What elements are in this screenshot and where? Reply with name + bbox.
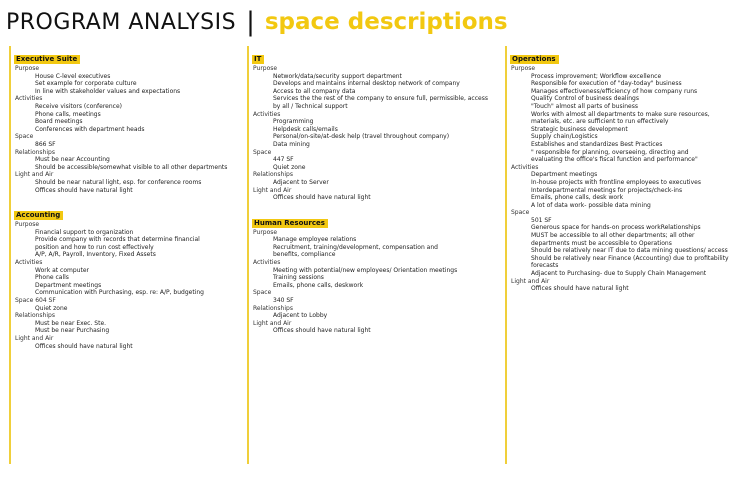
page-header xyxy=(6,5,508,39)
description-item: Programming xyxy=(273,118,314,126)
description-item: Should be near natural light, esp. for conference rooms xyxy=(35,178,202,186)
description-item: Quiet zone xyxy=(273,163,306,171)
column-middle xyxy=(247,46,494,464)
column-left xyxy=(9,46,242,464)
column-right xyxy=(505,46,748,464)
page-title: PROGRAM ANALYSIS xyxy=(6,9,237,35)
description-item: 340 SF xyxy=(273,297,294,305)
description-item: materials, etc. are sufficient to run effectively xyxy=(531,118,669,126)
description-item: Offices should have natural light xyxy=(35,342,133,350)
description-item: departments must be accessible to Operations xyxy=(531,239,672,247)
description-item: Data mining xyxy=(273,140,310,148)
description-item: 866 SF xyxy=(35,140,56,148)
category-label: Purpose xyxy=(253,65,278,72)
category-label: Light and Air xyxy=(15,335,54,342)
category-label: Activities xyxy=(511,163,539,171)
category-label: Space xyxy=(253,148,272,156)
description-item: House C-level executives xyxy=(35,72,111,80)
description-item: Offices should have natural light xyxy=(35,186,133,194)
description-item: In line with stakeholder values and expectations xyxy=(35,87,181,95)
description-item: Manages effectiveness/efficiency of how company runs xyxy=(531,87,698,95)
description-item: Should be relatively near Finance (Accounting) due to profitability xyxy=(531,254,729,262)
description-item: Receive visitors (conference) xyxy=(35,102,123,110)
description-item: MUST be accessible to all other departments; all other xyxy=(531,232,695,240)
description-item: Interdepartmental meetings for projects/check-ins xyxy=(531,186,683,194)
description-item: "Touch" almost all parts of business xyxy=(531,102,638,110)
description-item: Recruitment, training/development, compensation and xyxy=(273,243,438,251)
section-human-resources xyxy=(252,210,494,335)
category-label: Light and Air xyxy=(511,277,550,285)
description-item: Phone calls, meetings xyxy=(35,110,101,118)
section-title: Human Resources xyxy=(252,219,328,228)
category-label: Purpose xyxy=(15,221,40,229)
description-item: Department meetings xyxy=(35,281,102,289)
description-item: Must be near Purchasing xyxy=(35,327,110,335)
category-label: Relationships xyxy=(253,171,293,179)
section-it xyxy=(252,46,494,202)
description-item: Should be relatively near IT due to data mining questions/ access xyxy=(531,247,728,255)
section-title: Operations xyxy=(510,55,559,64)
description-item: Board meetings xyxy=(35,118,83,126)
page-subtitle: space descriptions xyxy=(264,9,508,35)
description-item: Process improvement; Workflow excellence xyxy=(531,72,662,80)
section-operations xyxy=(510,46,748,293)
title-separator: | xyxy=(246,7,255,37)
description-item: Works with almost all departments to make sure resources, xyxy=(531,110,710,118)
description-item: Adjacent to Lobby xyxy=(273,312,328,320)
category-label: Space xyxy=(511,209,530,217)
category-label: Purpose xyxy=(253,228,278,236)
description-item: Services the the rest of the company to ensure full, permissible, access xyxy=(273,95,488,103)
category-label: Relationships xyxy=(253,304,293,312)
description-item: A lot of data work- possible data mining xyxy=(531,201,651,209)
category-label: Light and Air xyxy=(15,171,54,179)
category-label: Relationships xyxy=(15,148,55,156)
description-item: Offices should have natural light xyxy=(273,194,371,202)
description-item: Training sessions xyxy=(273,274,324,282)
description-item: Establishes and standardizes Best Practices xyxy=(531,140,663,148)
category-label: Activities xyxy=(15,259,43,267)
description-item: Responsible for execution of "day-today" business xyxy=(531,80,682,88)
description-item: Work at computer xyxy=(35,266,89,274)
section-title: Executive Suite xyxy=(14,55,80,64)
description-item: Access to all company data xyxy=(273,87,356,95)
description-item: Supply chain/Logistics xyxy=(531,133,598,141)
description-item: by all / Technical support xyxy=(273,102,348,110)
description-item: Conferences with department heads xyxy=(35,125,145,133)
category-label: Activities xyxy=(15,95,43,103)
description-item: " responsible for planning, overseeing, directing and xyxy=(531,148,689,156)
description-item: Communication with Purchasing, esp. re: A/P, budgeting xyxy=(35,289,204,297)
section-accounting xyxy=(14,202,242,350)
category-label: Purpose xyxy=(511,65,536,72)
description-item: 501 SF xyxy=(531,216,552,224)
description-item: In-house projects with frontline employees to executives xyxy=(531,178,701,186)
description-item: Manage employee relations xyxy=(273,236,357,244)
description-item: Offices should have natural light xyxy=(273,327,371,335)
description-item: Helpdesk calls/emails xyxy=(273,125,338,133)
description-item: A/P, A/R, Payroll, Inventory, Fixed Assets xyxy=(35,251,156,259)
description-item: Emails, phone calls, desk work xyxy=(531,194,624,202)
section-title: Accounting xyxy=(14,211,63,220)
description-item: Quality Control of business dealings xyxy=(531,95,639,103)
category-label: Light and Air xyxy=(253,319,292,327)
description-item: forecasts xyxy=(531,262,559,270)
description-item: position and how to run cost effectively xyxy=(35,243,154,251)
description-item: Meeting with potential/new employees/ Orientation meetings xyxy=(273,266,458,274)
description-item: Quiet zone xyxy=(35,304,68,312)
description-item: Financial support to organization xyxy=(35,228,134,236)
description-item: Generous space for hands-on process workRelationships xyxy=(531,224,701,232)
category-label: Activities xyxy=(253,110,281,118)
category-label: Relationships xyxy=(15,312,55,320)
section-title: IT xyxy=(252,55,264,64)
description-item: Strategic business development xyxy=(531,125,628,133)
description-item: Offices should have natural light xyxy=(531,285,629,293)
category-label: Activities xyxy=(253,259,281,267)
description-item: Provide company with records that determine financial xyxy=(35,236,200,244)
description-item: Set example for corporate culture xyxy=(35,80,137,88)
description-item: Must be near Accounting xyxy=(35,156,110,164)
description-item: Adjacent to Purchasing- due to Supply Chain Management xyxy=(531,270,707,278)
category-label: Space 604 SF xyxy=(15,297,56,305)
description-item: 447 SF xyxy=(273,156,294,164)
description-item: Should be accessible/somewhat visible to all other departments xyxy=(35,163,228,171)
description-item: evaluating the office's fiscal function and performance" xyxy=(531,156,698,164)
category-label: Space xyxy=(15,133,34,141)
description-item: Must be near Exec. Ste. xyxy=(35,319,107,327)
description-item: Emails, phone calls, deskwork xyxy=(273,281,364,289)
section-executive-suite xyxy=(14,46,242,194)
description-item: Adjacent to Server xyxy=(273,178,329,186)
description-item: benefits, compliance xyxy=(273,251,336,259)
description-item: Phone calls xyxy=(35,274,69,282)
description-item: Personal/on-site/at-desk help (travel throughout company) xyxy=(273,133,450,141)
category-label: Purpose xyxy=(15,65,40,72)
description-item: Develops and maintains internal desktop network of company xyxy=(273,80,460,88)
category-label: Light and Air xyxy=(253,186,292,194)
description-item: Network/data/security support department xyxy=(273,72,402,80)
description-item: Department meetings xyxy=(531,171,598,179)
category-label: Space xyxy=(253,289,272,297)
